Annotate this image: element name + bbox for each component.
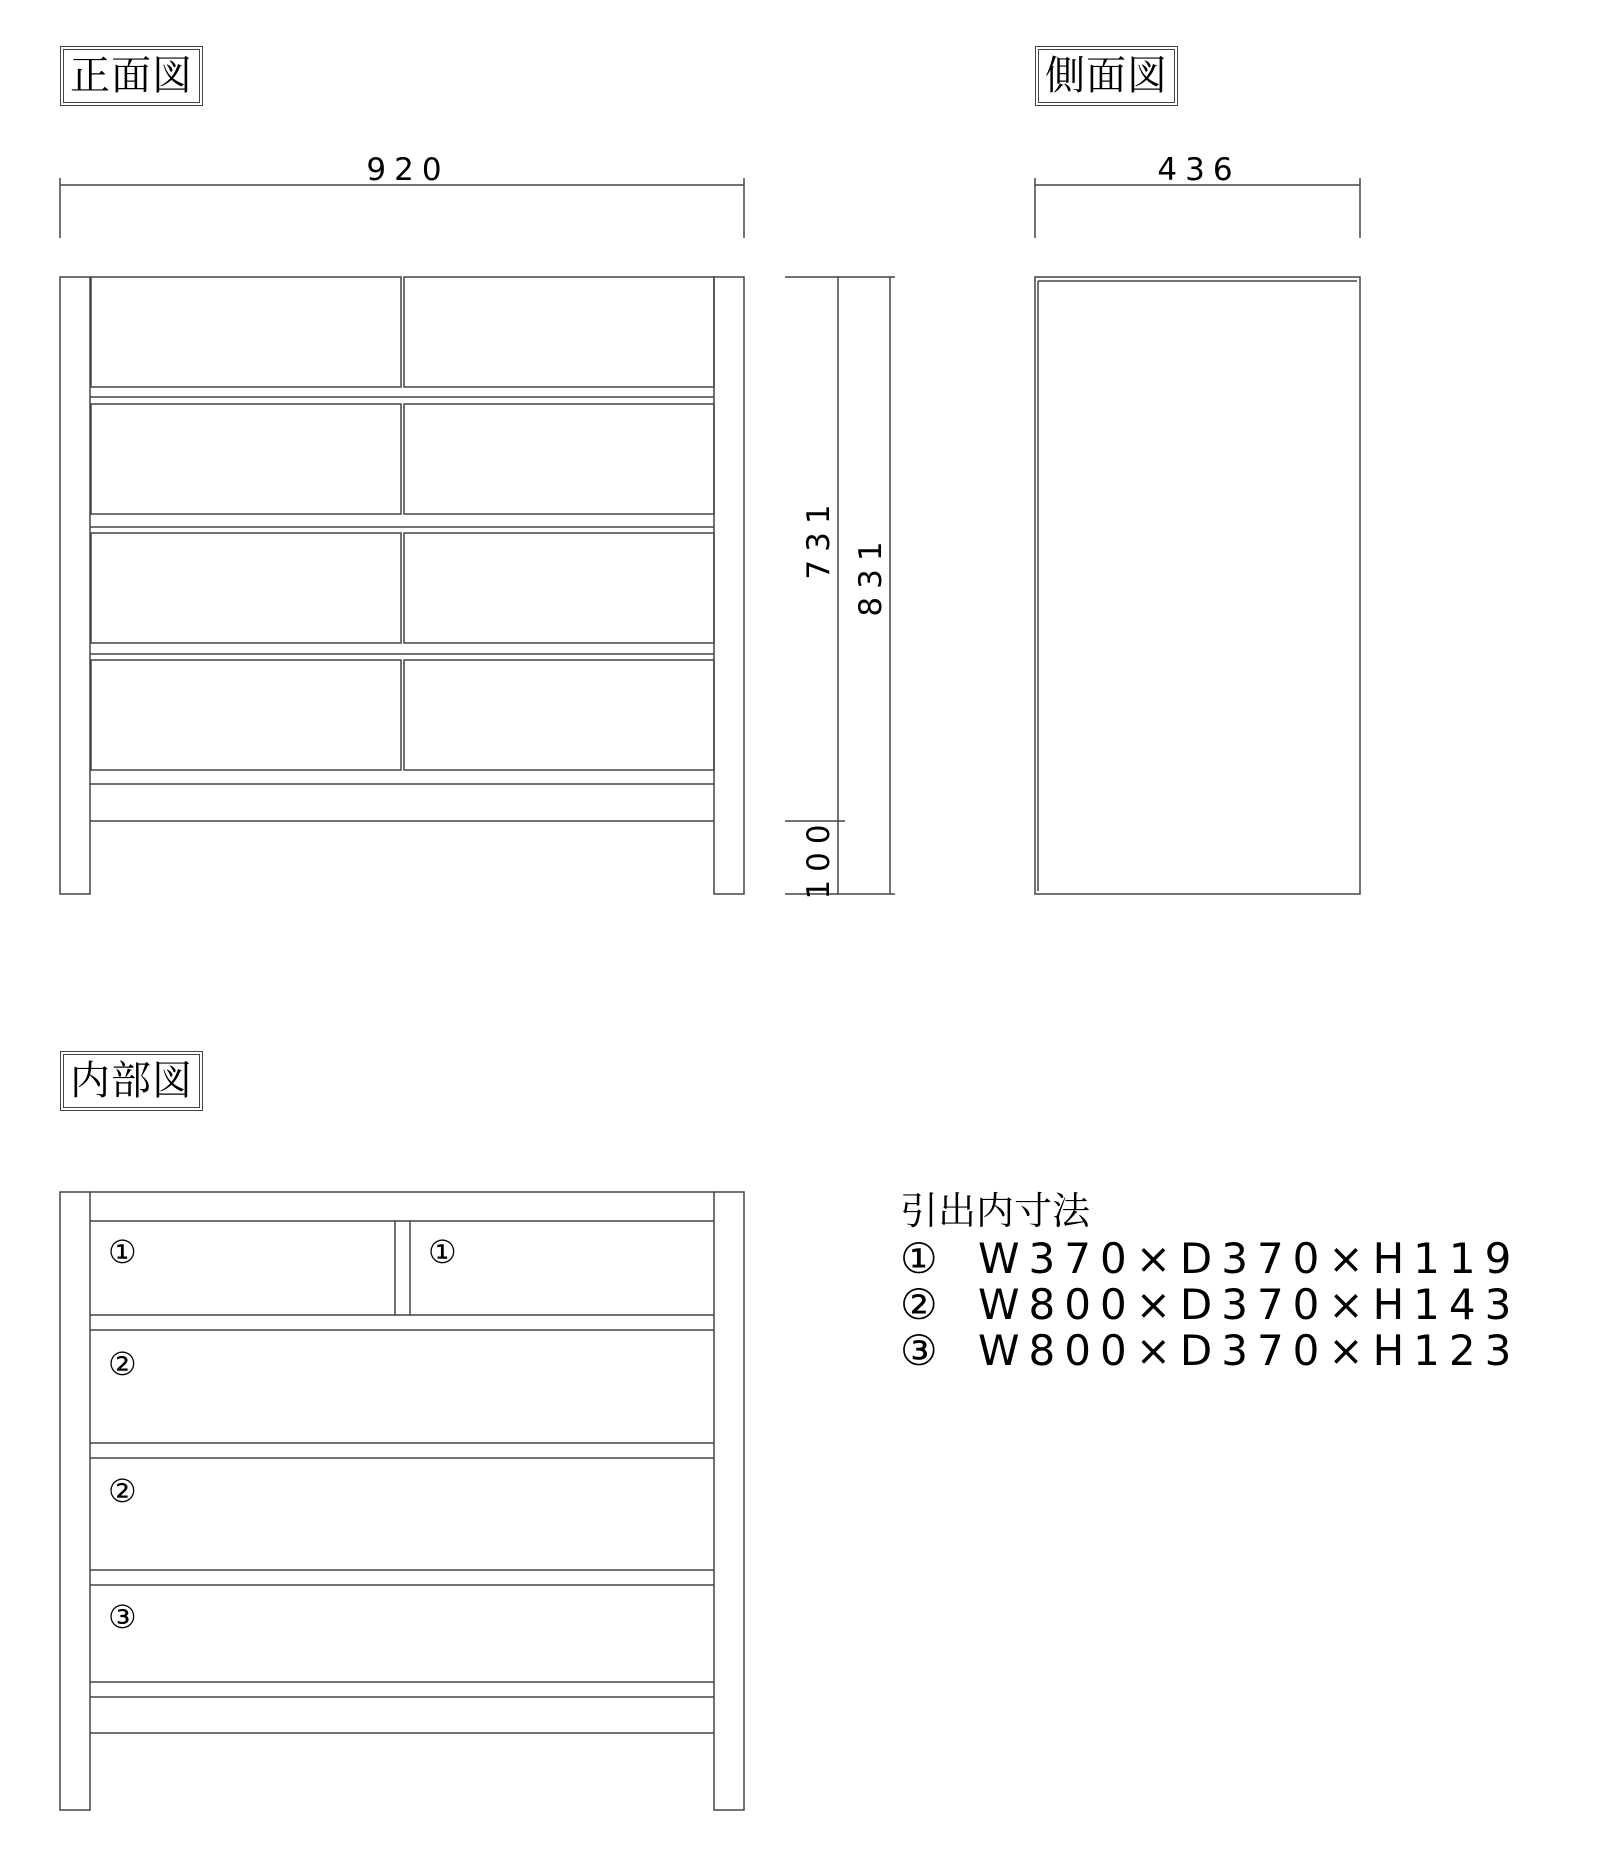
- front-drawer-1-left: [91, 277, 401, 387]
- legend-mark-1: ①: [900, 1234, 938, 1283]
- interior-view-title-text: 内部図: [63, 1054, 200, 1108]
- front-width-label: 920: [366, 152, 450, 188]
- legend-row-1: [900, 1236, 1520, 1282]
- side-depth-label: 436: [1157, 152, 1241, 188]
- front-drawer-1-right: [404, 277, 714, 387]
- front-left-post: [60, 277, 90, 894]
- front-drawer-4-right: [404, 660, 714, 770]
- interior-label-2b: ②: [108, 1472, 137, 1510]
- front-drawer-4-left: [91, 660, 401, 770]
- legend-text-3: W800×D370×H123: [978, 1326, 1521, 1375]
- side-panel: [1035, 277, 1360, 894]
- front-right-post: [714, 277, 744, 894]
- side-view-title-text: 側面図: [1038, 49, 1175, 103]
- interior-right-post: [714, 1192, 744, 1810]
- interior-label-1a: ①: [108, 1233, 137, 1271]
- body-height-label: 731: [801, 496, 837, 580]
- side-view: [1035, 178, 1360, 894]
- front-drawer-3-left: [91, 533, 401, 643]
- front-drawer-2-right: [404, 404, 714, 514]
- front-drawer-2-left: [91, 404, 401, 514]
- interior-label-2a: ②: [108, 1345, 137, 1383]
- legend-mark-3: ③: [900, 1326, 938, 1375]
- front-drawer-3-right: [404, 533, 714, 643]
- front-view-title-text: 正面図: [63, 49, 200, 103]
- legend-title: 引出内寸法: [900, 1189, 1091, 1233]
- leg-height-label: 100: [801, 816, 837, 900]
- legend-row-2: [900, 1282, 1520, 1328]
- legend-row-3: [900, 1328, 1520, 1374]
- interior-label-1b: ①: [428, 1233, 457, 1271]
- interior-left-post: [60, 1192, 90, 1810]
- legend-mark-2: ②: [900, 1280, 938, 1329]
- drawer-inner-dimensions-legend: [900, 1188, 1520, 1374]
- legend-text-1: W370×D370×H119: [978, 1234, 1521, 1283]
- total-height-label: 831: [853, 533, 889, 617]
- interior-label-3: ③: [108, 1598, 137, 1636]
- front-view: [60, 178, 744, 894]
- legend-text-2: W800×D370×H143: [978, 1280, 1521, 1329]
- interior-view: [60, 1192, 744, 1810]
